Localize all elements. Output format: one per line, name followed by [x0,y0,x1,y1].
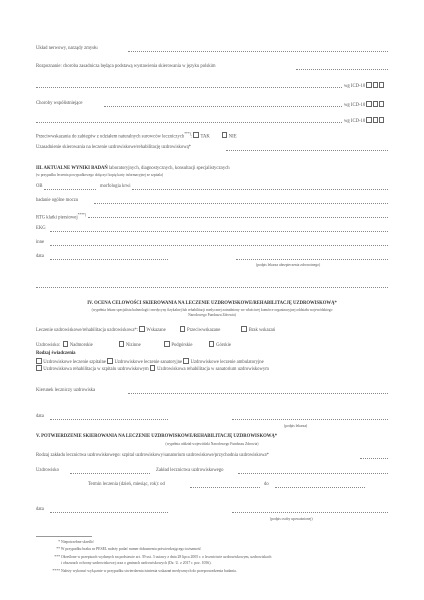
diagnosis-field[interactable] [36,87,342,88]
urine-field[interactable] [94,203,388,204]
comorbid-field-1[interactable] [104,106,342,107]
ob-field[interactable] [44,189,96,190]
justification-field[interactable] [226,150,388,151]
signature-caption-3: (podpis lekarza ubezpieczenia zdrowotnego) [256,263,321,267]
signature-caption-4: (podpis lekarza) [284,424,308,428]
date-field-3[interactable] [50,259,168,260]
comorbid-label: Choroby współistniejące [36,101,83,106]
other-label: inne [36,240,45,245]
footnote-4: **** Należy wykonać wyłącznie w przypadku stwierdzenia istnienia wskazań medycznych do przeprowadzenia badania. [52,569,237,573]
icd-code-2[interactable]: wg ICD-10 [344,101,385,108]
section3-subtitle: (w przypadku leczenia powypadkowego dołączyć kopię karty informacyjnej ze szpitala) [36,173,164,177]
ekg-label: EKG [36,226,46,231]
contraindications-row: Przeciwwskazania do zabiegów z udziałem naturalnych surowców leczniczych***): TAK NIE [36,132,237,140]
k5-checkbox[interactable] [150,365,156,371]
direction-label: Kierunek leczniczy uzdrowiska [36,388,96,393]
justification-label: Uzasadnienie skierowania na leczenie uzdrowiskowe/rehabilitację uzdrowiskową* [36,145,192,150]
treatment-assessment-row: Leczenie uzdrowiskowe/rehabilitacja uzdrowiskowa*: Wskazane Przeciwwskazane Brak wskazań [36,326,275,334]
k3-checkbox[interactable] [183,358,189,364]
facility-label: Rodzaj zakładu lecznictwa uzdrowiskowego: szpital uzdrowiskowy/sanatorium uzdrowiskowe/przychodnia uzdrowiskowa* [36,453,269,458]
section-divider [36,287,388,288]
date-label-3: data [36,254,44,259]
footnote-rule [36,536,92,537]
signature-field-3[interactable] [236,259,388,260]
comorbid-field-2[interactable] [36,122,342,123]
footnote-3: *** Określone w przepisach wydanych na podstawie art. 39 ust. 3 ustawy z dnia 28 lipca 2005 r. o lecznictwie uzdrowiskowym, uzdrowiskach [54,555,272,559]
morphology-field[interactable] [132,189,388,190]
diagnosis-label: Rozpoznanie: choroba zasadnicza będąca podstawą wystawienia skierowania w języku polskim [36,64,216,69]
term-label: Termin leczenia (dzień, miesiąc, rok): od [88,482,165,487]
signature-field-4[interactable] [232,419,388,420]
spa-field-5[interactable] [70,473,150,474]
nervous-system-field[interactable] [128,51,388,52]
institution-field[interactable] [238,473,388,474]
spa-label-5: Uzdrowisko [36,468,59,473]
other-field[interactable] [50,245,388,246]
rtg-label: RTG klatki piersiowej****) [36,213,87,221]
icd-code-3[interactable]: wg ICD-10 [344,117,385,124]
section4-title: IV. OCENA CELOWOŚCI SKIEROWANIA NA LECZENIE UZDROWISKOWE/REHABILITACJĘ UZDROWISKOWĄ* [87,301,337,306]
k4-checkbox[interactable] [36,365,42,371]
term-to-field[interactable] [275,487,365,488]
footnote-1: * Niepotrzebne skreślić [58,540,94,544]
urine-label: badanie ogólne moczu [36,198,79,203]
section4-subtitle-2: Narodowego Funduszu Zdrowia) [188,313,236,317]
no-indication-checkbox[interactable] [241,326,247,332]
section3-title: III. AKTUALNE WYNIKI BADAŃ laboratoryjnych, diagnostycznych, konsultacji specjalistycznych [36,166,230,171]
section5-title: V. POTWIERDZENIE SKIEROWANIA NA LECZENIE UZDROWISKOWE/REHABILITACJĘ UZDROWISKOWĄ* [36,434,278,439]
signature-field-5[interactable] [232,512,388,513]
direction-field[interactable] [128,393,388,394]
date-field-4[interactable] [50,419,168,420]
indicated-checkbox[interactable] [139,326,145,332]
diagnosis-field-inline[interactable] [296,69,388,70]
date-field-5[interactable] [50,512,168,513]
section4-subtitle-1: (wypełnia lekarz specjalista balneologii i medycyny fizykalnej lub rehabilitacji medycznej zatrudniony we właściwej komórce organizacyjnej oddziału wojewódzkiego [91,308,333,312]
lowland-checkbox[interactable] [119,341,125,347]
contra-no-checkbox[interactable] [222,132,228,138]
signature-caption-5: (podpis osoby upoważnionej) [270,517,313,521]
service-type-label: Rodzaj świadczenia [36,351,76,356]
spa-type-row: Uzdrowisko: Nadmorskie Nizinne Podgórskie Górskie [36,341,231,349]
ekg-field[interactable] [50,231,388,232]
service-type-row-1: Uzdrowiskowe leczenie szpitalne Uzdrowiskowe leczenie sanatoryjne Uzdrowiskowe leczenie ambulatoryjne [36,358,264,366]
k1-checkbox[interactable] [36,358,42,364]
facility-field[interactable] [360,458,388,459]
icd-code-1[interactable]: wg ICD-10 [344,82,385,89]
date-label-5: data [36,507,44,512]
section5-subtitle: (wypełnia oddział wojewódzki Narodowego Funduszu Zdrowia) [165,442,259,446]
contraindicated-checkbox[interactable] [180,326,186,332]
term-to-label: do [264,482,269,487]
date-label-4: data [36,414,44,419]
term-from-field[interactable] [190,487,260,488]
foothill-checkbox[interactable] [164,341,170,347]
ob-label: OB [36,184,43,189]
service-type-row-2: Uzdrowiskowa rehabilitacja w szpitalu uzdrowiskowym Uzdrowiskowa rehabilitacja w sanatorium uzdrowiskowym [36,365,269,373]
rtg-field[interactable] [88,217,388,218]
mountain-checkbox[interactable] [209,341,215,347]
footnote-3-cont: i obszarach ochrony uzdrowiskowej oraz o gminach uzdrowiskowych (Dz. U. z 2017 r. poz. 1056). [60,561,212,565]
morphology-label: morfologia krwi [100,184,131,189]
footnote-2: ** W przypadku braku nr PESEL należy podać numer dokumentu potwierdzającego tożsamość [56,547,202,551]
contra-yes-checkbox[interactable] [193,132,199,138]
institution-label: Zakład lecznictwa uzdrowiskowego [156,468,224,473]
seaside-checkbox[interactable] [63,341,69,347]
nervous-system-label: Układ nerwowy, narządy zmysłu [36,46,98,51]
k2-checkbox[interactable] [107,358,113,364]
